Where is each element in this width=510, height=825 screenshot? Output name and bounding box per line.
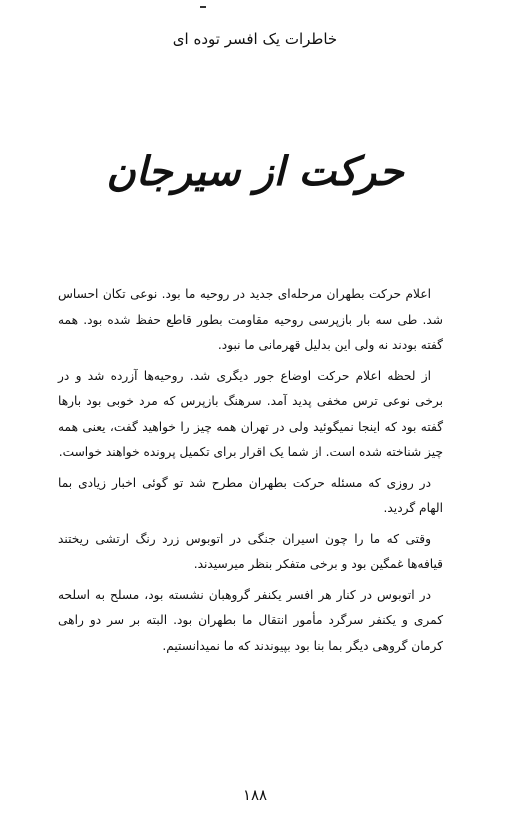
paragraph: در اتوبوس در کنار هر افسر یکنفر گروهبان نشسته بود، مسلح به اسلحه کمری و یکنفر سرگرد مأمور انتقال ما بطهران بود. البته بر سر دو راهی کرمان گروهی دیگر بما بنا بود بپیوندند که ما نمیدانستیم.: [58, 587, 443, 653]
body-text: [58, 282, 443, 664]
chapter-title: حرکت از سیرجان: [106, 148, 404, 195]
paragraph: وقتی که ما را چون اسیران جنگی در اتوبوس زرد رنگ ارتشی ریختند قیافه‌ها غمگین بود و برخی متفکر بنظر میرسیدند.: [58, 531, 443, 571]
running-header: خاطرات یک افسر توده ای: [172, 30, 338, 48]
print-mark: [200, 6, 206, 8]
paragraph: اعلام حرکت بطهران مرحله‌ای جدید در روحیه ما بود. نوعی تکان احساس شد. طی سه بار بازپرسی روحیه مقاومت بطور قاطع حفظ شده بود. همه گفته بودند نه ولی این بدلیل قهرمانی ما نبود.: [58, 287, 443, 352]
page-number: ۱۸۸: [242, 786, 268, 804]
paragraph: از لحظه اعلام حرکت اوضاع جور دیگری شد. روحیه‌ها آزرده شد و در برخی نوعی ترس مخفی پدید آمد. سرهنگ بازپرس که مرد خوبی بود بارها گفته بود که اینجا نمیگوئید ولی در تهران همه چیز را خواهید گفت، یعنی همه چیز شناخته شده است. از شما یک اقرار برای تکمیل پرونده خواهند خواست.: [58, 368, 443, 459]
paragraph: در روزی که مسئله حرکت بطهران مطرح شد تو گوئی اخبار زیادی بما الهام گردید.: [58, 475, 443, 515]
